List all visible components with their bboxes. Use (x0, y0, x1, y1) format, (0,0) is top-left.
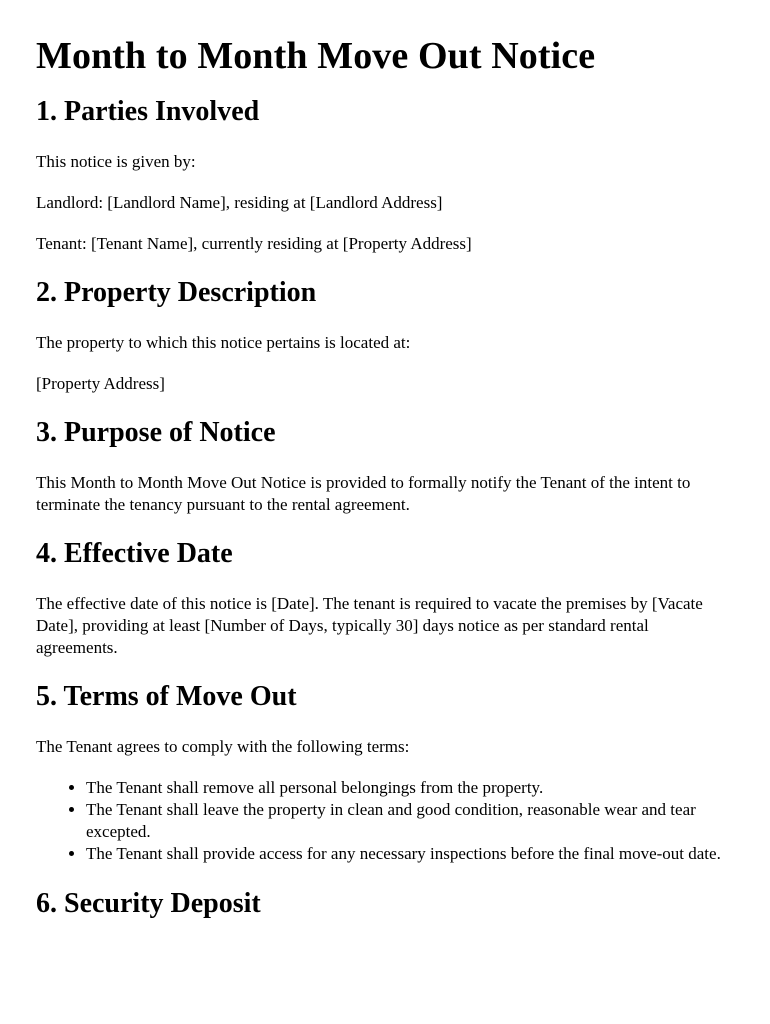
section-heading: 5. Terms of Move Out (36, 681, 297, 712)
paragraph: The effective date of this notice is [Date]. The tenant is required to vacate the premises by [Vacate Date], providing at least [Number of Days, typically 30] days notice as per standard rental agreements. (36, 594, 703, 657)
section-parties-involved (36, 95, 734, 255)
section-effective-date (36, 537, 734, 659)
paragraph: Tenant: [Tenant Name], currently residing at [Property Address] (36, 234, 472, 253)
section-heading: 4. Effective Date (36, 538, 233, 569)
terms-bullet-list (36, 777, 734, 865)
document-title: Month to Month Move Out Notice (36, 35, 596, 77)
section-terms-of-move-out (36, 680, 734, 865)
paragraph: This notice is given by: (36, 152, 196, 171)
list-item: • The Tenant shall remove all personal belongings from the property. (86, 777, 734, 799)
section-heading: 6. Security Deposit (36, 888, 261, 919)
list-item: • The Tenant shall provide access for any necessary inspections before the final move-out date. (86, 843, 734, 865)
section-security-deposit (36, 887, 734, 921)
paragraph: Landlord: [Landlord Name], residing at [Landlord Address] (36, 193, 443, 212)
paragraph: The Tenant agrees to comply with the following terms: (36, 737, 410, 756)
section-property-description (36, 276, 734, 395)
section-heading: 3. Purpose of Notice (36, 417, 276, 448)
paragraph: The property to which this notice pertains is located at: (36, 333, 411, 352)
paragraph: [Property Address] (36, 374, 165, 393)
section-heading: 1. Parties Involved (36, 96, 260, 127)
list-item: • The Tenant shall leave the property in clean and good condition, reasonable wear and tear excepted. (86, 799, 734, 843)
section-purpose-of-notice (36, 416, 734, 516)
paragraph: This Month to Month Move Out Notice is provided to formally notify the Tenant of the intent to terminate the tenancy pursuant to the rental agreement. (36, 473, 691, 514)
section-heading: 2. Property Description (36, 277, 317, 308)
